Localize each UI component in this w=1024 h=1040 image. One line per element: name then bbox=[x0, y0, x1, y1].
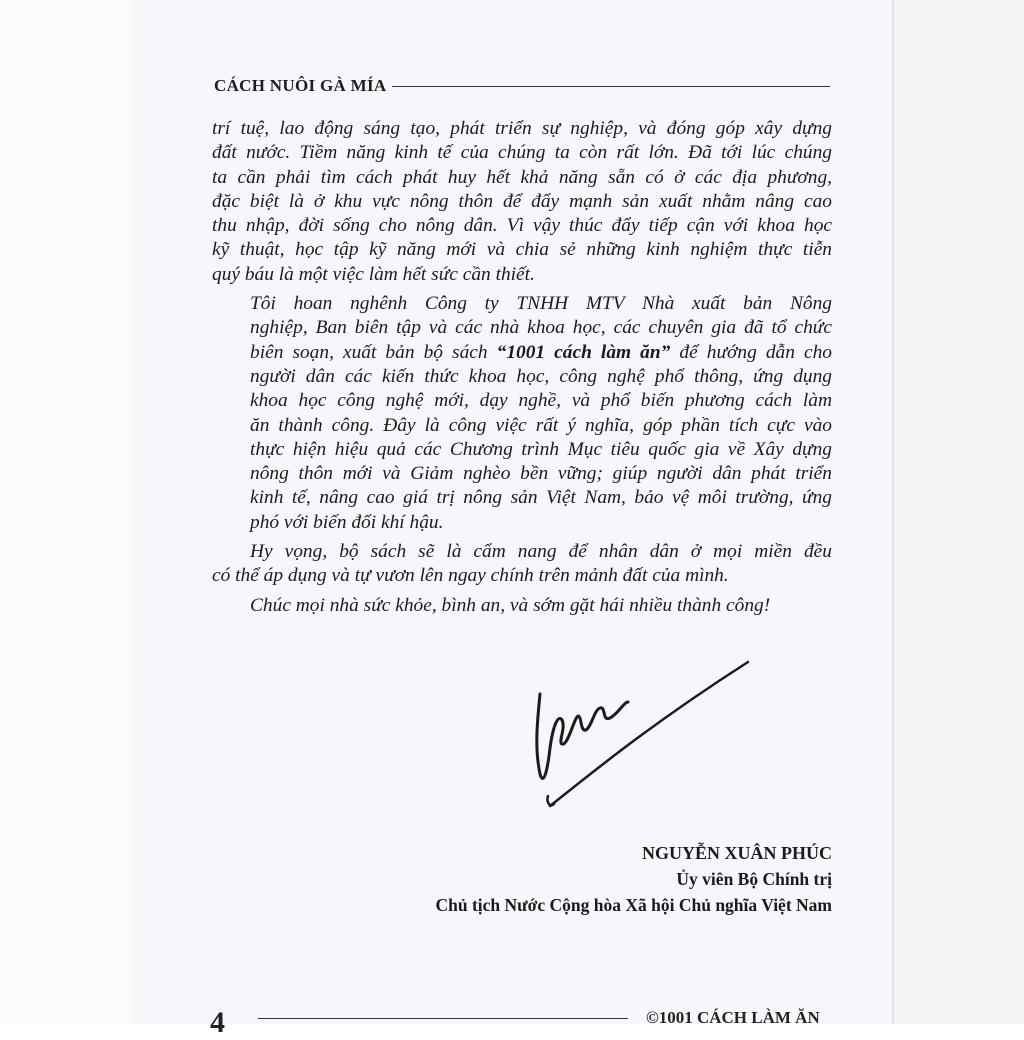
text-line: Chúc mọi nhà sức khỏe, bình an, và sớm gặt hái nhiều thành công! bbox=[250, 594, 771, 616]
text-line: có thể áp dụng và tự vươn lên ngay chính trên mảnh đất của mình. bbox=[212, 565, 729, 587]
header-rule bbox=[392, 86, 830, 87]
text-line: kinh tế, nâng cao giá trị nông sản Việt Nam, bảo vệ môi trường, ứng bbox=[250, 487, 832, 509]
left-margin bbox=[0, 0, 132, 1024]
text-line: thực hiện hiệu quả các Chương trình Mục tiêu quốc gia về Xây dựng bbox=[250, 438, 832, 460]
paragraph-2 bbox=[212, 292, 832, 535]
signature-block bbox=[435, 840, 832, 918]
text-fragment: để hướng dẫn cho bbox=[670, 341, 832, 363]
text-line: trí tuệ, lao động sáng tạo, phát triển sự nghiệp, và đóng góp xây dựng bbox=[212, 118, 832, 139]
text-line: người dân các kiến thức khoa học, công nghệ phổ thông, ứng dụng bbox=[250, 365, 832, 387]
text-line: ăn thành công. Đây là công việc rất ý nghĩa, góp phần tích cực vào bbox=[250, 414, 832, 436]
footer-rule bbox=[258, 1018, 628, 1019]
text-line: thu nhập, đời sống cho nông dân. Vì vậy thúc đẩy tiếp cận với khoa học bbox=[212, 215, 832, 237]
text-line: ta cần phải tìm cách phát huy hết khả năng sẵn có ở các địa phương, bbox=[212, 166, 832, 188]
text-line: đặc biệt là ở khu vực nông thôn để đẩy mạnh sản xuất nhằm nâng cao bbox=[212, 190, 832, 212]
paragraph-1 bbox=[212, 117, 832, 287]
page-number: 4 bbox=[210, 1006, 225, 1039]
text-line: Tôi hoan nghênh Công ty TNHH MTV Nhà xuất bản Nông bbox=[250, 293, 832, 315]
text-line: Hy vọng, bộ sách sẽ là cẩm nang để nhân dân ở mọi miền đều bbox=[250, 541, 832, 563]
paragraph-4 bbox=[212, 594, 832, 618]
signer-role-1: Ủy viên Bộ Chính trị bbox=[676, 869, 832, 889]
text-line bbox=[212, 341, 832, 365]
signer-name: NGUYỄN XUÂN PHÚC bbox=[642, 843, 832, 863]
book-series-title: “1001 cách làm ăn” bbox=[496, 341, 671, 363]
body-text bbox=[212, 117, 832, 618]
running-title: CÁCH NUÔI GÀ MÍA bbox=[214, 76, 387, 95]
signer-role-2: Chủ tịch Nước Cộng hòa Xã hội Chủ nghĩa Việt Nam bbox=[435, 895, 832, 915]
text-fragment: biên soạn, xuất bản bộ sách bbox=[250, 341, 497, 363]
text-line: khoa học công nghệ mới, dạy nghề, và phổ biến phương cách làm bbox=[250, 390, 832, 412]
text-line: kỹ thuật, học tập kỹ năng mới và chia sẻ những kinh nghiệm thực tiễn bbox=[212, 239, 832, 261]
text-line: nghiệp, Ban biên tập và các nhà khoa học, các chuyên gia đã tổ chức bbox=[250, 317, 832, 339]
paragraph-3 bbox=[212, 540, 832, 589]
text-line: nông thôn mới và Giảm nghèo bền vững; giúp người dân phát triển bbox=[250, 463, 832, 485]
text-line: đất nước. Tiềm năng kinh tế của chúng ta còn rất lớn. Đã tới lúc chúng bbox=[212, 142, 832, 164]
signature-mark bbox=[528, 656, 768, 826]
text-line: phó với biến đổi khí hậu. bbox=[250, 511, 444, 533]
series-label: ©1001 CÁCH LÀM ĂN bbox=[646, 1008, 820, 1027]
text-line: quý báu là một việc làm hết sức cần thiết. bbox=[212, 263, 535, 285]
